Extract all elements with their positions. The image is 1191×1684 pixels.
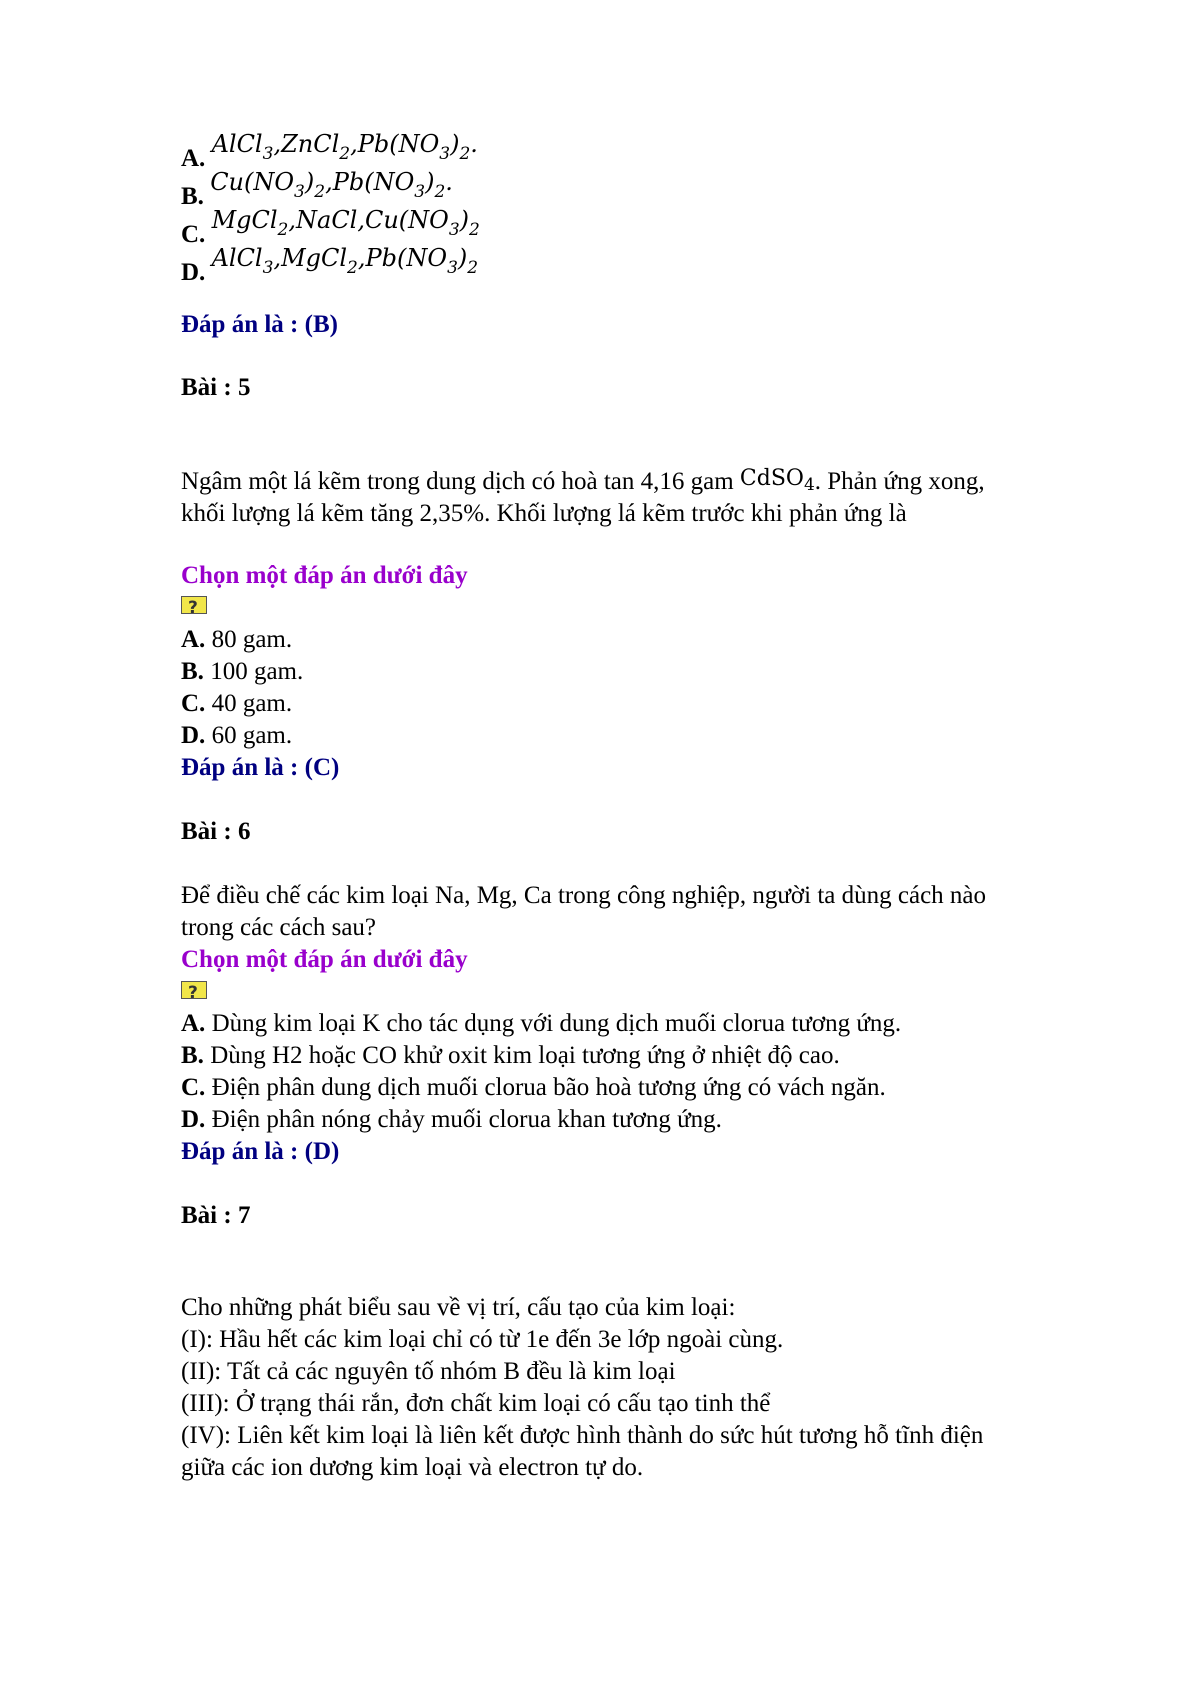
- bai7-line: (III): Ở trạng thái rắn, đơn chất kim loại có cấu tạo tinh thể: [181, 1390, 771, 1417]
- option-a-formula: $AlCl_3,ZnCl_2,Pb(NO_3)_2$.: [211, 130, 478, 164]
- bai7-line: (I): Hầu hết các kim loại chỉ có từ 1e đến 3e lớp ngoài cùng.: [181, 1326, 784, 1353]
- option-c: C. $MgCl_2,NaCl,Cu(NO_3)_2$: [181, 206, 480, 248]
- bai5-option-b: B. 100 gam.: [181, 658, 304, 685]
- bai6-title: Bài : 6: [181, 818, 251, 845]
- option-d: D. $AlCl_3,MgCl_2,Pb(NO_3)_2$: [181, 244, 479, 286]
- bai6-option-c: C. Điện phân dung dịch muối clorua bão hoà tương ứng có vách ngăn.: [181, 1074, 886, 1101]
- bai5-question-line2: khối lượng lá kẽm tăng 2,35%. Khối lượng lá kẽm trước khi phản ứng là: [181, 500, 907, 527]
- bai6-question-line2: trong các cách sau?: [181, 914, 377, 941]
- option-b: B. $Cu(NO_3)_2,Pb(NO_3)_2$.: [181, 168, 453, 210]
- bai5-choose-label: Chọn một đáp án dưới đây: [181, 562, 468, 589]
- bai5-option-c: C. 40 gam.: [181, 690, 293, 717]
- bai7-line: giữa các ion dương kim loại và electron tự do.: [181, 1454, 644, 1481]
- hint-icon[interactable]: [181, 596, 207, 614]
- cdso4-formula: CdSO$_4$: [739, 466, 815, 495]
- bai7-line: Cho những phát biểu sau về vị trí, cấu tạo của kim loại:: [181, 1294, 736, 1321]
- option-b-formula: $Cu(NO_3)_2,Pb(NO_3)_2$.: [210, 168, 453, 202]
- option-c-formula: $MgCl_2,NaCl,Cu(NO_3)_2$: [211, 206, 480, 240]
- option-a: A. $AlCl_3,ZnCl_2,Pb(NO_3)_2$.: [181, 130, 478, 172]
- bai7-line: (IV): Liên kết kim loại là liên kết được hình thành do sức hút tương hỗ tĩnh điện: [181, 1422, 984, 1449]
- bai6-choose-label: Chọn một đáp án dưới đây: [181, 946, 468, 973]
- bai7-line: (II): Tất cả các nguyên tố nhóm B đều là kim loại: [181, 1358, 676, 1385]
- bai5-question-line1: Ngâm một lá kẽm trong dung dịch có hoà tan 4,16 gam CdSO$_4$. Phản ứng xong,: [181, 466, 985, 495]
- bai5-option-a: A. 80 gam.: [181, 626, 293, 653]
- prev-answer: Đáp án là : (B): [181, 311, 338, 338]
- bai6-answer: Đáp án là : (D): [181, 1138, 340, 1165]
- bai5-title: Bài : 5: [181, 374, 251, 401]
- bai5-hint-icon-row: [181, 591, 207, 623]
- bai7-title: Bài : 7: [181, 1202, 251, 1229]
- bai5-answer: Đáp án là : (C): [181, 754, 340, 781]
- bai6-question-line1: Để điều chế các kim loại Na, Mg, Ca trong công nghiệp, người ta dùng cách nào: [181, 882, 987, 909]
- hint-icon[interactable]: [181, 981, 207, 999]
- bai6-option-b: B. Dùng H2 hoặc CO khử oxit kim loại tương ứng ở nhiệt độ cao.: [181, 1042, 840, 1069]
- option-d-formula: $AlCl_3,MgCl_2,Pb(NO_3)_2$: [211, 244, 479, 278]
- bai5-option-d: D. 60 gam.: [181, 722, 293, 749]
- bai6-option-a: A. Dùng kim loại K cho tác dụng với dung dịch muối clorua tương ứng.: [181, 1010, 902, 1037]
- bai6-hint-icon-row: [181, 976, 207, 1008]
- bai6-option-d: D. Điện phân nóng chảy muối clorua khan tương ứng.: [181, 1106, 722, 1133]
